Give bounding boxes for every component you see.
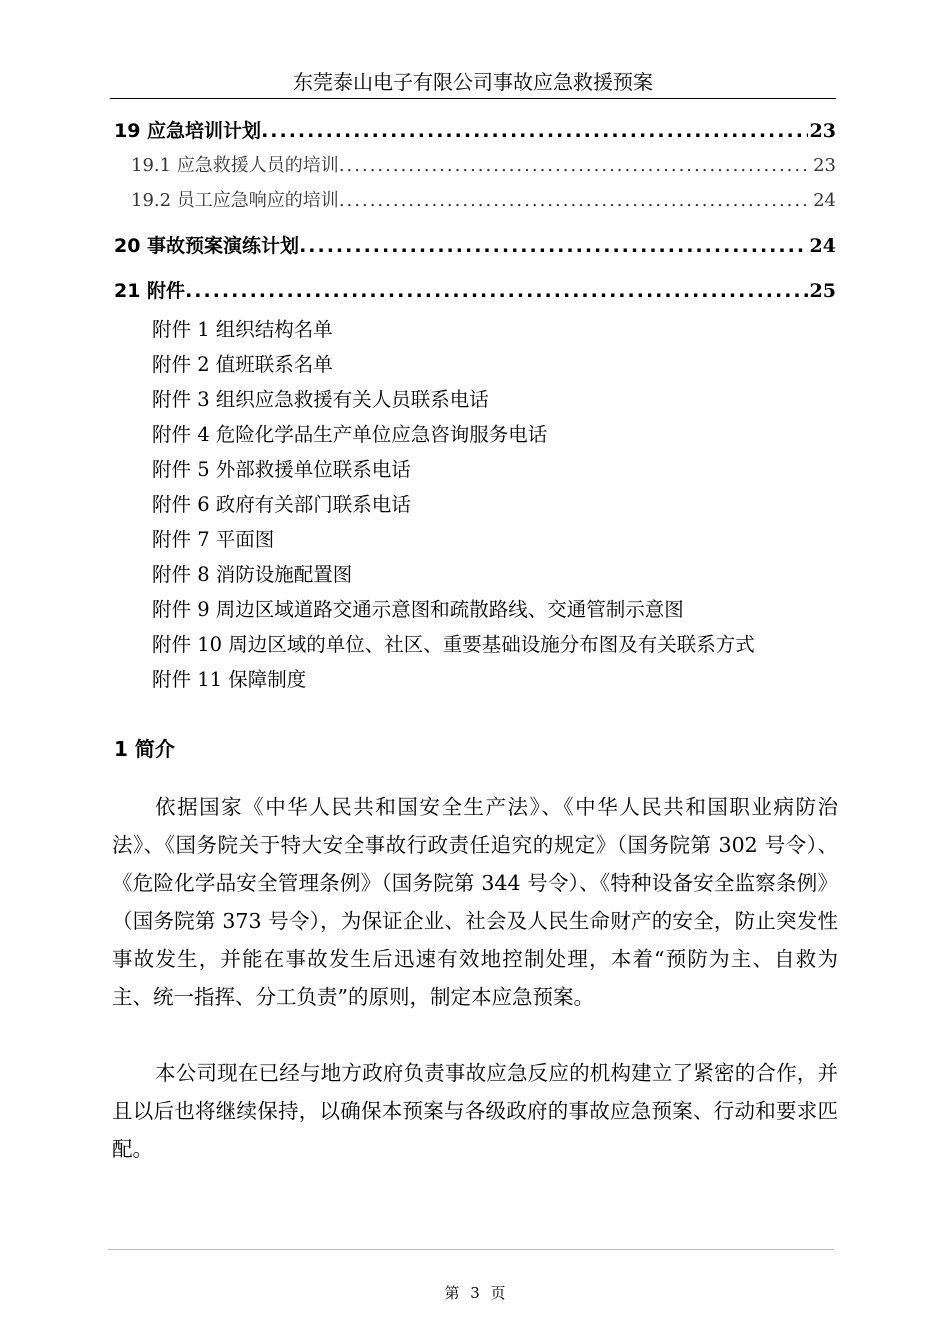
- attachment-item: 附件 4 危险化学品生产单位应急咨询服务电话: [152, 423, 548, 446]
- toc-leader: [299, 235, 807, 257]
- toc-page-number: 24: [809, 235, 836, 257]
- toc-label: 19.2 员工应急响应的培训: [131, 190, 339, 211]
- toc-label: 19 应急培训计划: [114, 120, 262, 142]
- attachment-item: 附件 7 平面图: [152, 528, 275, 551]
- attachment-item: 附件 1 组织结构名单: [152, 318, 333, 341]
- toc-page-number: 23: [813, 155, 836, 176]
- attachment-item: 附件 11 保障制度: [152, 668, 307, 691]
- attachment-item: 附件 5 外部救援单位联系电话: [152, 458, 411, 481]
- body-paragraph: 依据国家《中华人民共和国安全生产法》、《中华人民共和国职业病防治法》、《国务院关于特大安全事故行政责任追究的规定》（国务院第 302 号令）、《危险化学品安全管理条例》（国务院第 344 号令）、《特种设备安全监察条例》（国务院第 373 号令），为保证企业、社会及人民生命财产的安全，防止突发性事故发生，并能在事故发生后迅速有效地控制处理，本着“预防为主、自救为主、统一指挥、分工负责”的原则，制定本应急预案。: [112, 795, 838, 1009]
- attachment-item: 附件 9 周边区域道路交通示意图和疏散路线、交通管制示意图: [152, 598, 684, 621]
- toc-label: 20 事故预案演练计划: [114, 235, 300, 257]
- toc-page-number: 24: [813, 190, 836, 211]
- section-heading: 1 简介: [114, 737, 175, 761]
- footer-divider: [108, 1249, 834, 1250]
- toc-entry-20[interactable]: [114, 231, 836, 258]
- document-header: 东莞泰山电子有限公司事故应急救援预案: [110, 68, 836, 99]
- toc-label: 21 附件: [114, 280, 186, 302]
- body-paragraph: 本公司现在已经与地方政府负责事故应急反应的机构建立了紧密的合作，并且以后也将继续保持，以确保本预案与各级政府的事故应急预案、行动和要求匹配。: [112, 1061, 838, 1161]
- toc-label: 19.1 应急救援人员的培训: [131, 155, 339, 176]
- attachment-item: 附件 8 消防设施配置图: [152, 563, 353, 586]
- attachment-item: 附件 3 组织应急救援有关人员联系电话: [152, 388, 489, 411]
- toc-page-number: 23: [809, 120, 836, 142]
- toc-leader: [339, 155, 811, 176]
- attachment-item: 附件 6 政府有关部门联系电话: [152, 493, 411, 516]
- toc-leader: [185, 280, 807, 302]
- toc-page-number: 25: [809, 280, 836, 302]
- attachment-item: 附件 10 周边区域的单位、社区、重要基础设施分布图及有关联系方式: [152, 633, 755, 656]
- toc-entry-19[interactable]: [114, 116, 836, 143]
- toc-entry-21[interactable]: [114, 276, 836, 303]
- attachment-item: 附件 2 值班联系名单: [152, 353, 333, 376]
- toc-entry-19-1[interactable]: [131, 151, 836, 177]
- toc-leader: [261, 120, 807, 142]
- page-number: 第 3 页: [444, 1284, 506, 1302]
- toc-leader: [339, 190, 811, 211]
- toc-entry-19-2[interactable]: [131, 186, 836, 212]
